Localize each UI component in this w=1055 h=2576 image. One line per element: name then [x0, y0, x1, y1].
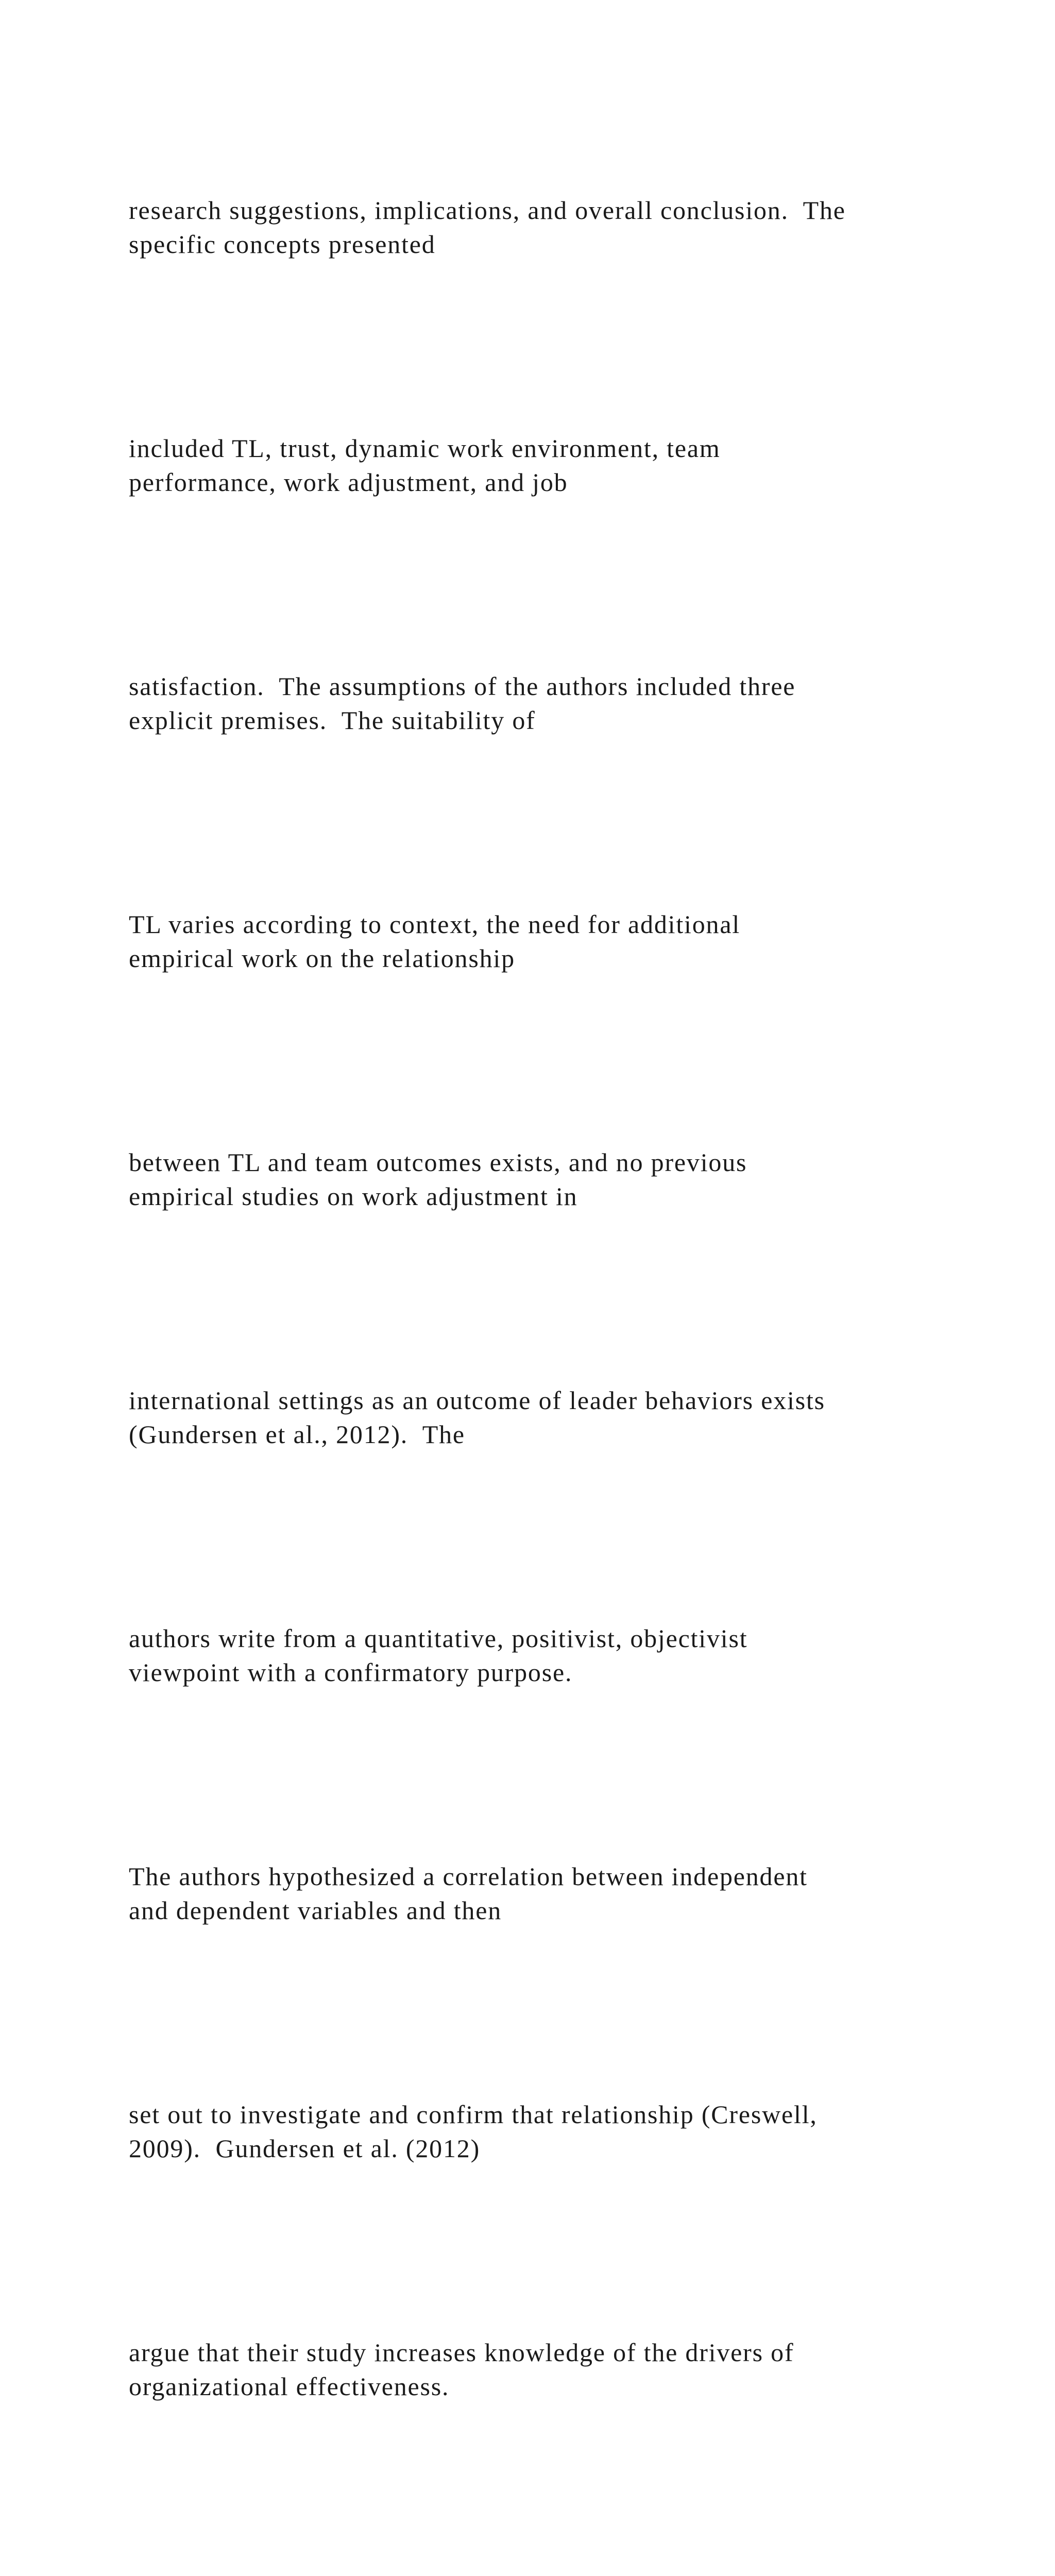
text-line: research suggestions, implications, and overall conclusion. The — [129, 196, 846, 225]
paragraph — [129, 601, 953, 805]
paragraph — [129, 839, 953, 1043]
paragraph — [129, 1315, 953, 1519]
text-line: authors write from a quantitative, positivist, objectivist — [129, 1624, 748, 1653]
document-body — [129, 125, 953, 2576]
paragraph — [129, 125, 953, 329]
text-line: viewpoint with a confirmatory purpose. — [129, 1658, 573, 1687]
paragraph — [129, 2029, 953, 2233]
text-line: TL varies according to context, the need for additional — [129, 910, 741, 939]
text-line: 2009). Gundersen et al. (2012) — [129, 2134, 481, 2163]
paragraph — [129, 1553, 953, 1757]
paragraph — [129, 2267, 953, 2471]
text-line: (Gundersen et al., 2012). The — [129, 1420, 465, 1449]
text-line: performance, work adjustment, and job — [129, 468, 568, 497]
text-line: argue that their study increases knowledge of the drivers of — [129, 2338, 794, 2367]
text-line: and dependent variables and then — [129, 1896, 502, 1925]
paragraph — [129, 2505, 953, 2576]
text-line — [129, 2573, 953, 2576]
text-line: set out to investigate and confirm that relationship (Creswell, — [129, 2100, 818, 2129]
text-line: empirical work on the relationship — [129, 944, 515, 973]
text-line: The authors hypothesized a correlation between independent — [129, 1862, 808, 1891]
text-line: organizational effectiveness. — [129, 2372, 450, 2401]
text-line: between TL and team outcomes exists, and no previous — [129, 1148, 747, 1177]
text-line: included TL, trust, dynamic work environment, team — [129, 434, 721, 463]
paragraph — [129, 1791, 953, 1995]
paragraph — [129, 363, 953, 567]
text-line: explicit premises. The suitability of — [129, 706, 536, 735]
text-line: specific concepts presented — [129, 230, 436, 259]
text-line: empirical studies on work adjustment in — [129, 1182, 578, 1211]
text-line: satisfaction. The assumptions of the authors included three — [129, 672, 796, 701]
text-line: international settings as an outcome of leader behaviors exists — [129, 1386, 825, 1415]
paragraph — [129, 1077, 953, 1281]
